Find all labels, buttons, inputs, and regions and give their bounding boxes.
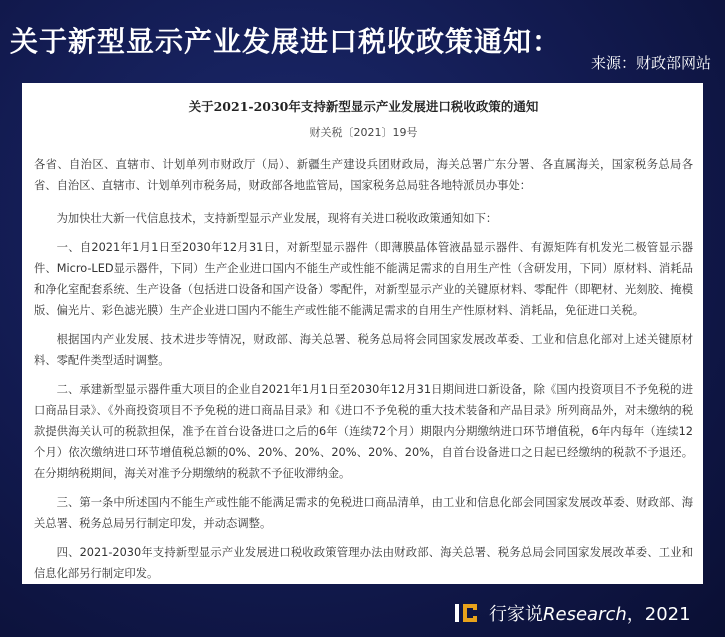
document-addressee: 各省、自治区、直辖市、计划单列市财政厅（局）、新疆生产建设兵团财政局，海关总署广东分署、各直属海关，国家税务总局各省、自治区、直辖市、计划单列市税务局，财政部各地监管局，国家税务总局驻各地特派员办事处： [34,158,693,192]
document-paragraph: 一、自2021年1月1日至2030年12月31日，对新型显示器件（即薄膜晶体管液晶显示器件、有源矩阵有机发光二极管显示器件、Micro-LED显示器件，下同）生产企业进口国内不能生产或性能不能满足需求的自用生产性（含研发用，下同）原材料、消耗品和净化室配套系统、生产设备（包括进口设备和国产设备）零配件，对新型显示产业的关键原材料、零配件（即靶材、光刻胶、掩模版、偏光片、彩色滤光膜）生产企业进口国内不能生产或性能不能满足需求的自用生产性原材料、消耗品，免征进口关税。 [34,241,693,317]
document-paragraph: 为加快壮大新一代信息技术，支持新型显示产业发展，现将有关进口税收政策通知如下： [56,212,498,225]
document-number: 财关税〔2021〕19号 [309,126,418,139]
footer-brand [489,600,691,626]
document-title: 关于2021-2030年支持新型显示产业发展进口税收政策的通知 [188,99,539,114]
brand-chinese: 行家说 [489,604,543,625]
document-paragraph: 二、承建新型显示器件重大项目的企业自2021年1月1日至2030年12月31日期间进口新设备，除《国内投资项目不予免税的进口商品目录》、《外商投资项目不予免税的进口商品目录》和《进口不予免税的重大技术装备和产品目录》所列商品外，对未缴纳的税款提供海关认可的税款担保，准予在首台设备进口之后的6年（连续72个月）期限内分期缴纳进口环节增值税，6年内每年（连续12个月）依次缴纳进口环节增值税总额的0%、20%、20%、20%、20%、20%，自首台设备进口之日起已经缴纳的税款不予退还。在分期纳税期间，海关对准予分期缴纳的税款不予征收滞纳金。 [34,383,693,480]
document-paragraph: 三、第一条中所述国内不能生产或性能不能满足需求的免税进口商品清单，由工业和信息化部会同国家发展改革委、财政部、海关总署、税务总局另行制定印发，并动态调整。 [34,496,693,530]
page-title: 关于新型显示产业发展进口税收政策通知： [10,25,562,58]
source-label: 来源：财政部网站 [590,54,711,72]
document-paragraph: 四、2021-2030年支持新型显示产业发展进口税收政策管理办法由财政部、海关总署、税务总局会同国家发展改革委、工业和信息化部另行制定印发。 [34,546,693,580]
document-paragraph: 根据国内产业发展、技术进步等情况，财政部、海关总署、税务总局将会同国家发展改革委、工业和信息化部对上述关键原材料、零配件类型适时调整。 [34,333,693,367]
hangjiashuo-logo-icon [454,600,480,626]
document-panel [22,83,703,584]
brand-year: ，2021 [626,604,691,625]
brand-english: Research [543,604,627,625]
